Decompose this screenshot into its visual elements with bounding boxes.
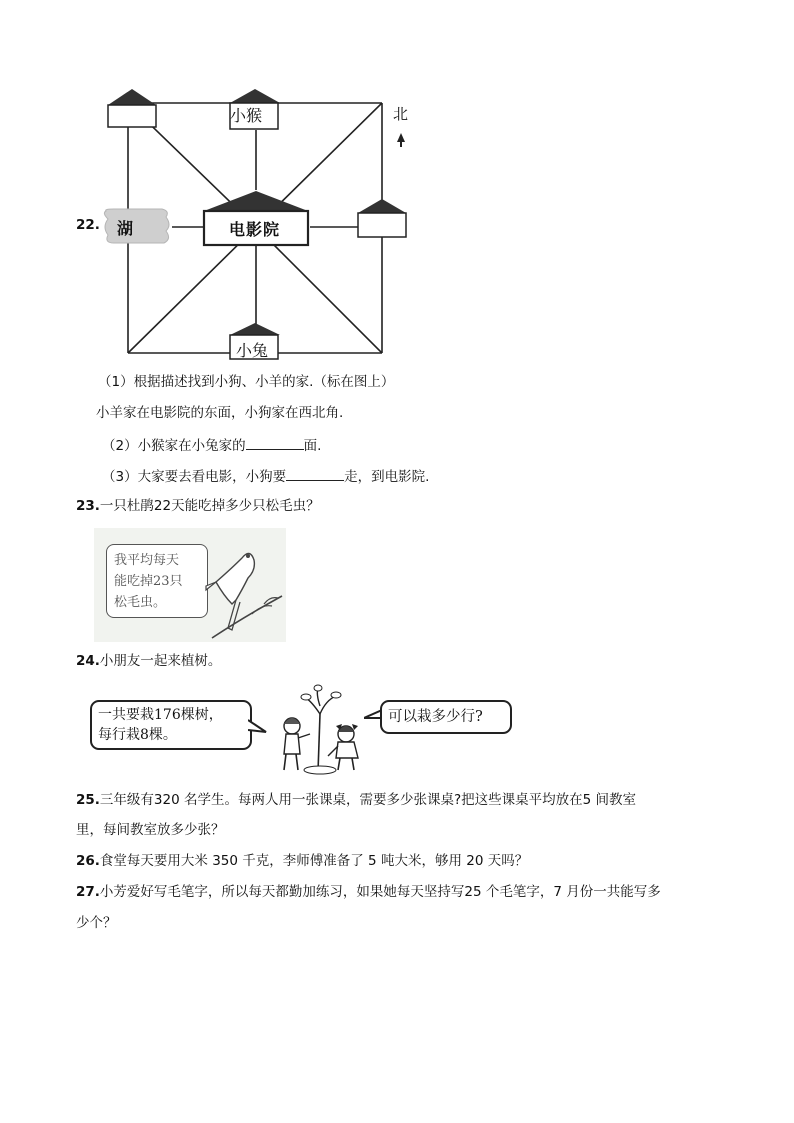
label-monkey-house: 小猴 — [230, 108, 263, 125]
question-24-text: 小朋友一起来植树。 — [99, 653, 222, 669]
question-24 — [76, 652, 221, 670]
house-east — [358, 199, 406, 237]
label-north: 北 — [393, 106, 409, 123]
speech-bubble-left — [90, 700, 252, 750]
speech-bubble-left-line-1: 一共要栽176棵树， — [98, 707, 223, 723]
question-26 — [76, 852, 528, 870]
lake-shape — [104, 209, 169, 243]
label-cinema: 电影院 — [229, 222, 281, 239]
question-number-27: 27. — [76, 884, 100, 900]
label-lake: 湖 — [117, 221, 134, 238]
question-27-line-1: 小芳爱好写毛笔字，所以每天都勤加练习，如果她每天坚持写25 个毛笔字，7 月份一共能写多 — [99, 884, 661, 900]
cuckoo-bubble-line-3: 松毛虫。 — [114, 595, 167, 610]
q22-sub2-text-a: （2）小猴家在小兔家的 — [102, 438, 246, 454]
cuckoo-bubble-line-2: 能吃掉23只 — [114, 574, 183, 589]
cuckoo-bubble-line-1: 我平均每天 — [114, 553, 180, 568]
cuckoo-bubble-text — [107, 545, 207, 613]
question-23 — [76, 497, 320, 515]
speech-bubble-right-text: 可以栽多少行? — [388, 709, 483, 725]
cuckoo-speech-bubble — [106, 544, 208, 618]
north-arrow-icon — [397, 133, 405, 147]
q22-sub3-text-b: 走，到电影院. — [344, 469, 430, 485]
question-26-text: 食堂每天要用大米 350 千克，李师傅准备了 5 吨大米，够用 20 天吗？ — [99, 853, 529, 869]
answer-blank-direction[interactable] — [246, 435, 304, 450]
q22-sub3-text-a: （3）大家要去看电影，小狗要 — [102, 469, 287, 485]
speech-bubble-right — [380, 700, 512, 734]
question-number-23: 23. — [76, 498, 100, 514]
answer-blank-route[interactable] — [286, 466, 344, 481]
q22-subquestion-2 — [102, 435, 321, 455]
house-northwest — [108, 89, 156, 127]
question-23-text: 一只杜鹃22天能吃掉多少只松毛虫？ — [99, 498, 320, 514]
question-25-line-2: 里，每间教室放多少张？ — [76, 822, 225, 838]
question-27 — [76, 883, 661, 901]
q22-sub2-text-b: 面. — [303, 438, 322, 454]
question-number-26: 26. — [76, 853, 100, 869]
speech-bubble-left-text — [92, 702, 250, 745]
question-number-24: 24. — [76, 653, 100, 669]
question-number-22: 22. — [76, 217, 100, 233]
q22-subquestion-1: （1）根据描述找到小狗、小羊的家.（标在图上） — [98, 374, 395, 390]
label-rabbit-house: 小兔 — [236, 343, 269, 360]
cuckoo-bird-icon — [202, 538, 286, 642]
q22-description: 小羊家在电影院的东面，小狗家在西北角. — [96, 405, 344, 421]
speech-bubble-left-line-2: 每行栽8棵。 — [98, 727, 177, 743]
question-25 — [76, 791, 636, 809]
speech-bubble-left-tail — [248, 718, 268, 738]
cuckoo-illustration — [94, 528, 286, 642]
question-27-line-2: 少个？ — [76, 915, 117, 931]
children-planting-tree-icon — [266, 684, 386, 776]
q22-subquestion-3 — [102, 466, 429, 486]
question-number-25: 25. — [76, 792, 100, 808]
question-25-line-1: 三年级有320 名学生。每两人用一张课桌，需要多少张课桌?把这些课桌平均放在5 间教室 — [99, 792, 637, 808]
